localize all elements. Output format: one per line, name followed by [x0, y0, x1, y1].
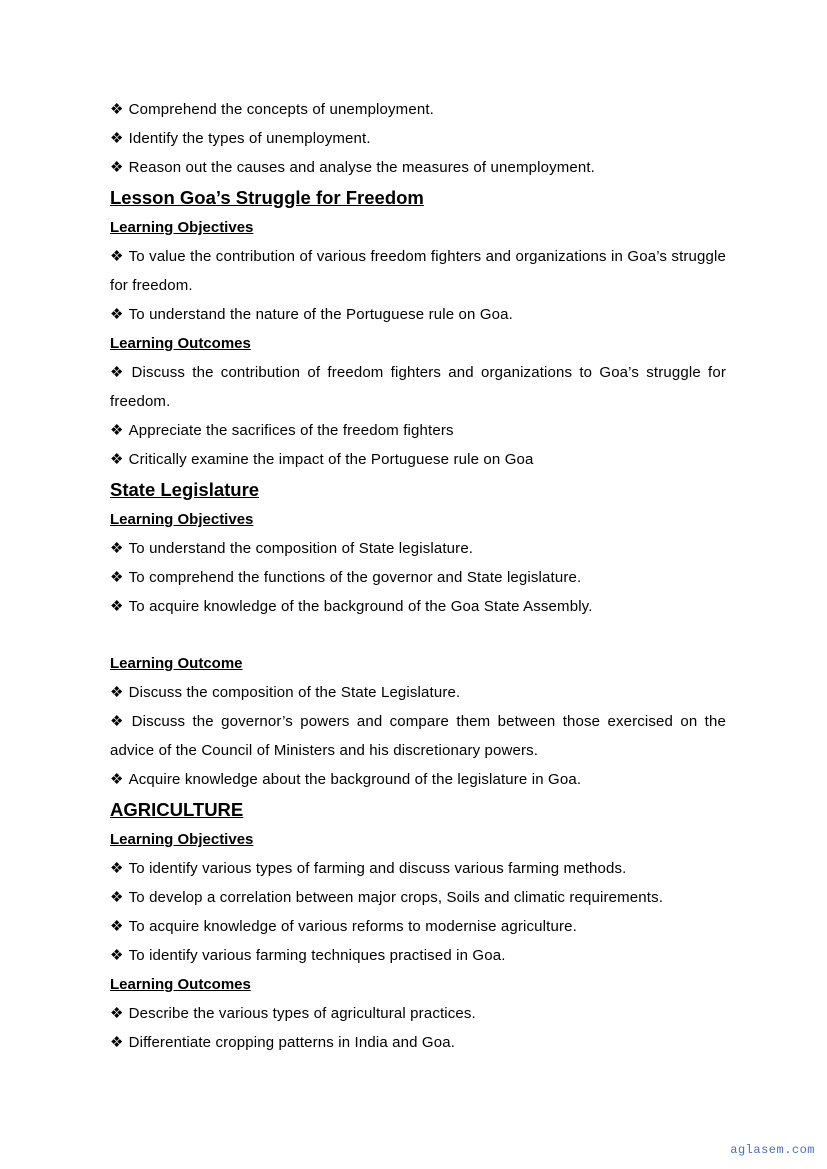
bullet-item — [110, 1028, 726, 1057]
section-heading-outcomes: Learning Outcomes — [110, 976, 251, 993]
bullet-item — [110, 534, 726, 563]
bullet-diamond-icon: ❖ — [110, 101, 124, 118]
bullet-item — [110, 124, 726, 153]
bullet-text: Describe the various types of agricultural practices. — [128, 1005, 476, 1022]
bullet-diamond-icon: ❖ — [110, 860, 124, 877]
bullet-diamond-icon: ❖ — [110, 1005, 124, 1022]
bullet-item — [110, 941, 726, 970]
bullet-item — [110, 95, 726, 124]
bullet-text: Discuss the governor’s powers and compare them between those exercised on the advice of the Council of Ministers and his discretionary powers. — [110, 713, 726, 759]
bullet-item — [110, 592, 726, 621]
bullet-item — [110, 242, 726, 300]
bullet-diamond-icon: ❖ — [110, 130, 124, 147]
bullet-diamond-icon: ❖ — [110, 569, 124, 586]
bullet-diamond-icon: ❖ — [110, 451, 124, 468]
bullet-text: To value the contribution of various freedom fighters and organizations in Goa’s struggle for freedom. — [110, 248, 726, 294]
bullet-item — [110, 678, 726, 707]
bullet-diamond-icon: ❖ — [110, 159, 124, 176]
bullet-diamond-icon: ❖ — [110, 713, 127, 730]
lesson-title: State Legislature — [110, 479, 260, 500]
section-heading-outcomes: Learning Outcomes — [110, 335, 251, 352]
bullet-item — [110, 999, 726, 1028]
bullet-diamond-icon: ❖ — [110, 540, 124, 557]
bullet-text: To acquire knowledge of the background of the Goa State Assembly. — [128, 598, 593, 615]
bullet-diamond-icon: ❖ — [110, 364, 127, 381]
document-body — [110, 95, 726, 1057]
bullet-item — [110, 358, 726, 416]
bullet-text: Reason out the causes and analyse the measures of unemployment. — [128, 159, 596, 176]
bullet-text: Discuss the composition of the State Legislature. — [128, 684, 461, 701]
bullet-item — [110, 445, 726, 474]
bullet-text: To understand the nature of the Portuguese rule on Goa. — [128, 306, 513, 323]
bullet-text: Acquire knowledge about the background of the legislature in Goa. — [128, 771, 582, 788]
bullet-diamond-icon: ❖ — [110, 947, 124, 964]
bullet-diamond-icon: ❖ — [110, 684, 124, 701]
bullet-item — [110, 765, 726, 794]
section-heading-objectives: Learning Objectives — [110, 511, 254, 528]
bullet-text: Differentiate cropping patterns in India and Goa. — [128, 1034, 456, 1051]
bullet-text: Critically examine the impact of the Portuguese rule on Goa — [128, 451, 534, 468]
bullet-item — [110, 883, 726, 912]
bullet-diamond-icon: ❖ — [110, 771, 124, 788]
bullet-diamond-icon: ❖ — [110, 918, 124, 935]
bullet-diamond-icon: ❖ — [110, 248, 124, 265]
section-heading-outcome: Learning Outcome — [110, 655, 243, 672]
footer-watermark: aglasem.com — [730, 1143, 815, 1157]
bullet-text: To develop a correlation between major crops, Soils and climatic requirements. — [128, 889, 664, 906]
bullet-item — [110, 153, 726, 182]
bullet-text: To identify various farming techniques practised in Goa. — [128, 947, 506, 964]
bullet-text: To comprehend the functions of the governor and State legislature. — [128, 569, 582, 586]
bullet-item — [110, 707, 726, 765]
bullet-text: Appreciate the sacrifices of the freedom fighters — [128, 422, 454, 439]
bullet-text: To understand the composition of State legislature. — [128, 540, 474, 557]
section-heading-objectives: Learning Objectives — [110, 831, 254, 848]
bullet-diamond-icon: ❖ — [110, 306, 124, 323]
lesson-title: AGRICULTURE — [110, 799, 244, 820]
bullet-text: To acquire knowledge of various reforms to modernise agriculture. — [128, 918, 577, 935]
bullet-diamond-icon: ❖ — [110, 598, 124, 615]
bullet-text: Discuss the contribution of freedom fighters and organizations to Goa’s struggle for freedom. — [110, 364, 726, 410]
bullet-diamond-icon: ❖ — [110, 1034, 124, 1051]
bullet-diamond-icon: ❖ — [110, 889, 124, 906]
bullet-item — [110, 300, 726, 329]
bullet-diamond-icon: ❖ — [110, 422, 124, 439]
bullet-item — [110, 854, 726, 883]
bullet-text: To identify various types of farming and discuss various farming methods. — [128, 860, 627, 877]
bullet-text: Comprehend the concepts of unemployment. — [128, 101, 434, 118]
lesson-title: Lesson Goa’s Struggle for Freedom — [110, 187, 424, 208]
bullet-item — [110, 563, 726, 592]
bullet-text: Identify the types of unemployment. — [128, 130, 371, 147]
bullet-item — [110, 912, 726, 941]
bullet-item — [110, 416, 726, 445]
section-heading-objectives: Learning Objectives — [110, 219, 254, 236]
